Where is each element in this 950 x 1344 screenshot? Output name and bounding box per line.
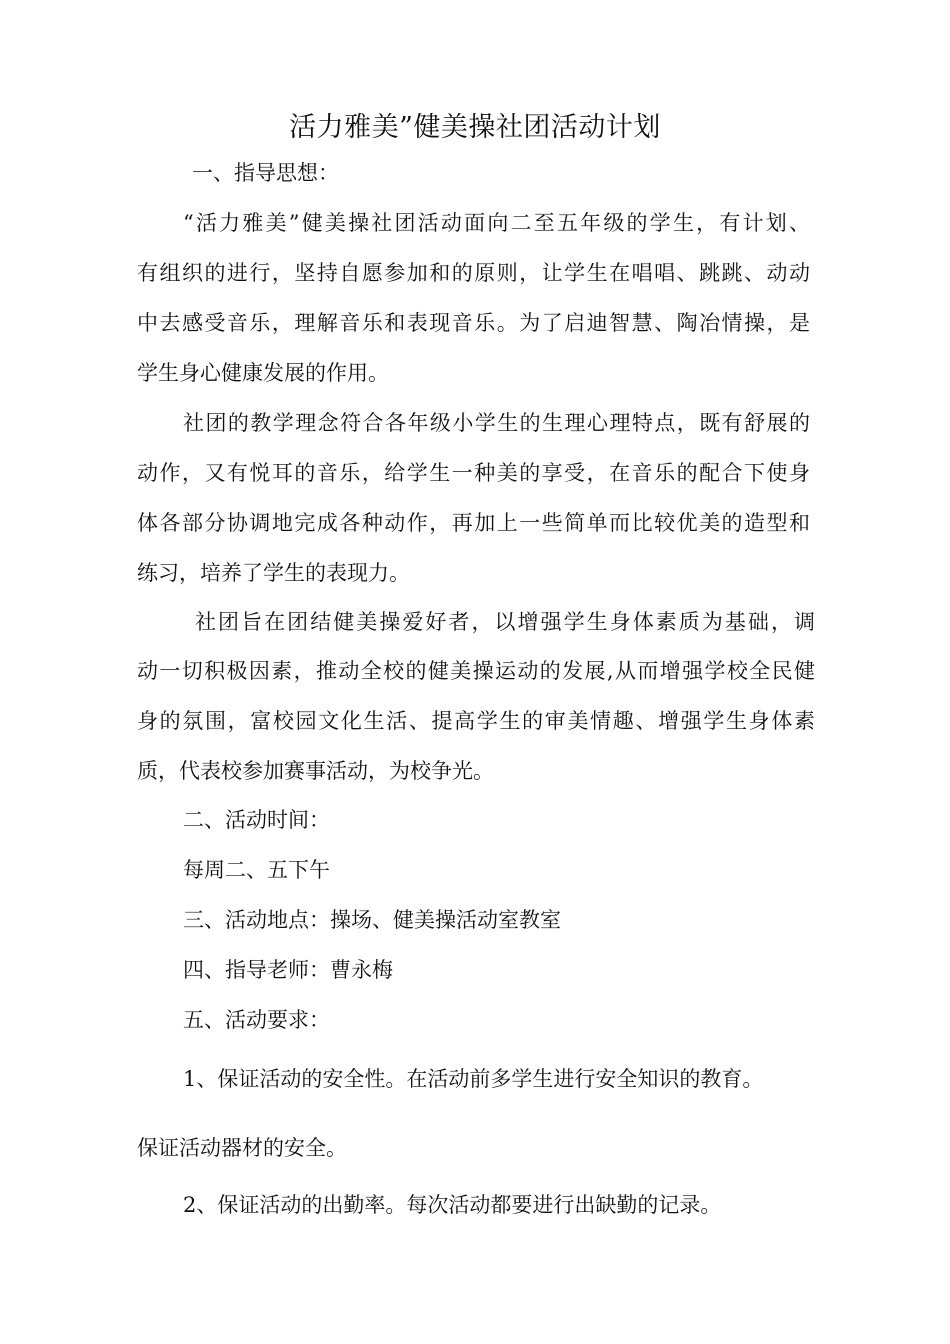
requirement-item1-line1: 1、保证活动的安全性。在活动前多学生进行安全知识的教育。 [183,1067,764,1091]
requirement-item2-line1: 2、保证活动的出勤率。每次活动都要进行出缺勤的记录。 [183,1193,722,1217]
section4-heading: 四、指导老师：曹永梅 [183,958,393,982]
section2-content: 每周二、五下午 [183,858,330,882]
paragraph2-line4: 练习，培养了学生的表现力。 [137,561,410,585]
paragraph1-line2: 有组织的进行，坚持自愿参加和的原则，让学生在唱唱、跳跳、动动 [137,261,810,285]
document-title: 活力雅美”健美操社团活动计划 [289,112,661,143]
section5-heading: 五、活动要求： [183,1008,330,1032]
paragraph2-line1: 社团的教学理念符合各年级小学生的生理心理特点，既有舒展的 [183,411,810,435]
section2-heading: 二、活动时间： [183,808,330,832]
section3-heading: 三、活动地点：操场、健美操活动室教室 [183,908,561,932]
paragraph3-line1: 社团旨在团结健美操爱好者，以增强学生身体素质为基础，调 [195,610,815,634]
section1-heading: 一、指导思想： [192,161,339,185]
paragraph3-line3: 身的氛围，富校园文化生活、提高学生的审美情趣、增强学生身体素 [137,709,815,733]
paragraph2-line2: 动作，又有悦耳的音乐，给学生一种美的享受，在音乐的配合下使身 [137,461,810,485]
paragraph1-line1: “活力雅美”健美操社团活动面向二至五年级的学生，有计划、 [183,211,810,235]
paragraph2-line3: 体各部分协调地完成各种动作，再加上一些简单而比较优美的造型和 [137,511,810,535]
paragraph1-line3: 中去感受音乐，理解音乐和表现音乐。为了启迪智慧、陶冶情操，是 [137,311,810,335]
paragraph3-line4: 质，代表校参加赛事活动，为校争光。 [137,759,494,783]
paragraph3-line2: 动一切积极因素，推动全校的健美操运动的发展,从而增强学校全民健 [137,659,815,683]
paragraph1-line4: 学生身心健康发展的作用。 [137,361,389,385]
requirement-item1-line2: 保证活动器材的安全。 [137,1136,347,1160]
